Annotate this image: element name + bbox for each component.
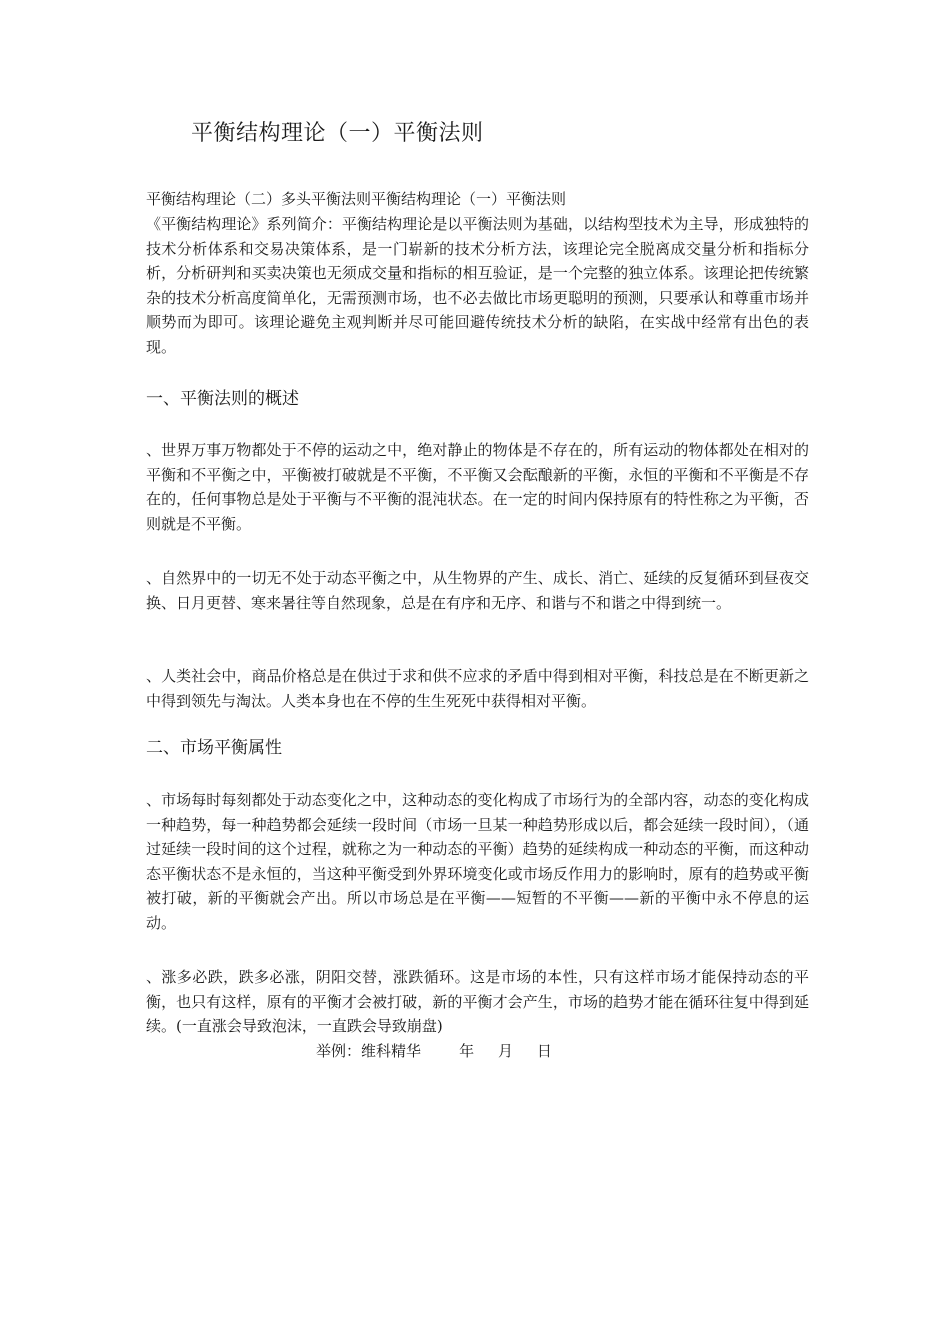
section-1-heading: 一、平衡法则的概述 xyxy=(146,389,299,409)
section-1-paragraph-3: 、人类社会中，商品价格总是在供过于求和供不应求的矛盾中得到相对平衡，科技总是在不断更新之中得到领先与淘汰。人类本身也在不停的生生死死中获得相对平衡。 xyxy=(146,667,809,710)
section-2-paragraph-2: 、涨多必跌，跌多必涨，阴阳交替，涨跌循环。这是市场的本性，只有这样市场才能保持动态的平衡，也只有这样，原有的平衡才会被打破，新的平衡才会产生，市场的趋势才能在循环往复中得到延续。(一直涨会导致泡沫，一直跌会导致崩盘) xyxy=(146,968,809,1035)
section-2-paragraph-1: 、市场每时每刻都处于动态变化之中，这种动态的变化构成了市场行为的全部内容，动态的变化构成一种趋势，每一种趋势都会延续一段时间（市场一旦某一种趋势形成以后，都会延续一段时间），（通过延续一段时间的这个过程，就称之为一种动态的平衡）趋势的延续构成一种动态的平衡，而这种动态平衡状态不是永恒的，当这种平衡受到外界环境变化或市场反作用力的影响时，原有的趋势或平衡被打破，新的平衡就会产出。所以市场总是在平衡——短暂的不平衡——新的平衡中永不停息的运动。 xyxy=(146,791,809,932)
section-2-heading: 二、市场平衡属性 xyxy=(146,738,282,758)
document-title: 平衡结构理论（一）平衡法则 xyxy=(191,121,484,146)
intro-heading: 平衡结构理论（二）多头平衡法则平衡结构理论（一）平衡法则 xyxy=(146,190,567,208)
example-line: 举例：维科精华 年 月 日 xyxy=(316,1042,552,1060)
section-1-paragraph-1: 、世界万事万物都处于不停的运动之中，绝对静止的物体是不存在的，所有运动的物体都处在相对的平衡和不平衡之中，平衡被打破就是不平衡，不平衡又会酝酿新的平衡，永恒的平衡和不平衡是不存在的，任何事物总是处于平衡与不平衡的混沌状态。在一定的时间内保持原有的特性称之为平衡，否则就是不平衡。 xyxy=(146,441,809,533)
intro-paragraph: 《平衡结构理论》系列简介：平衡结构理论是以平衡法则为基础，以结构型技术为主导，形成独特的技术分析体系和交易决策体系，是一门崭新的技术分析方法，该理论完全脱离成交量分析和指标分析，分析研判和买卖决策也无须成交量和指标的相互验证，是一个完整的独立体系。该理论把传统繁杂的技术分析高度简单化，无需预测市场，也不必去做比市场更聪明的预测，只要承认和尊重市场并顺势而为即可。该理论避免主观判断并尽可能回避传统技术分析的缺陷，在实战中经常有出色的表现。 xyxy=(146,215,809,356)
section-1-paragraph-2: 、自然界中的一切无不处于动态平衡之中，从生物界的产生、成长、消亡、延续的反复循环到昼夜交换、日月更替、寒来暑往等自然现象，总是在有序和无序、和谐与不和谐之中得到统一。 xyxy=(146,569,809,612)
